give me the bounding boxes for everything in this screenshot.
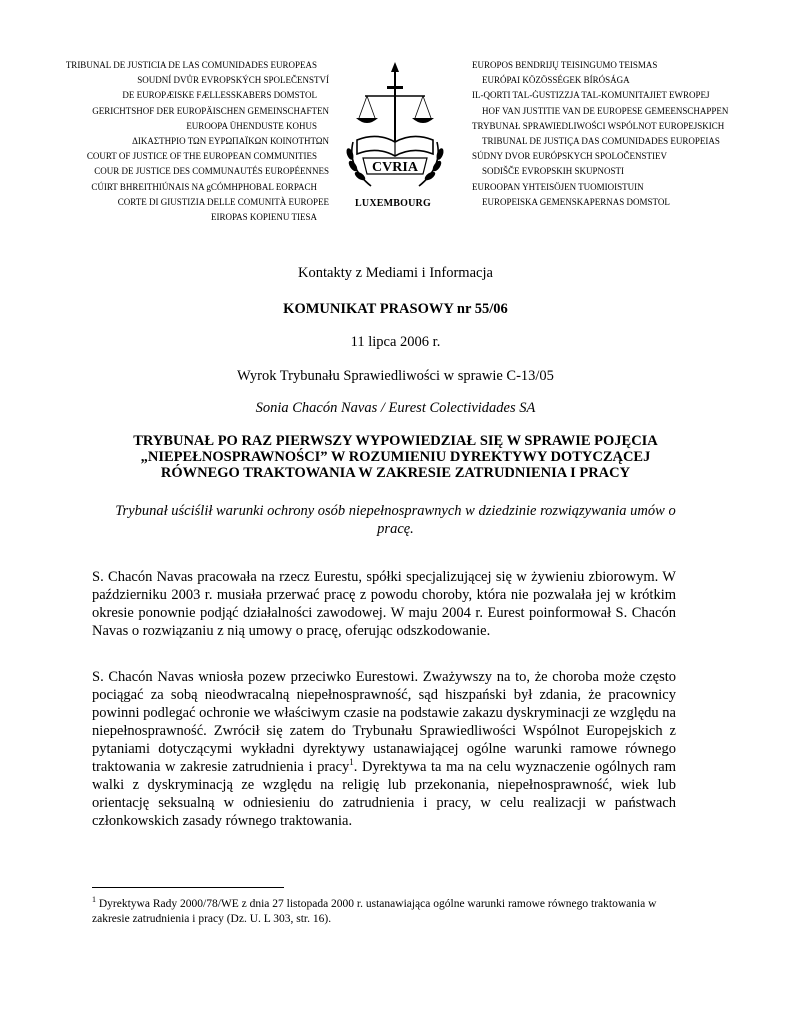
court-name: EIROPAS KOPIENU TIESA xyxy=(210,212,317,223)
judgment-line: Wyrok Trybunału Sprawiedliwości w sprawie C-13/05 xyxy=(237,368,554,384)
headline-line: RÓWNEGO TRAKTOWANIA W ZAKRESIE ZATRUDNIENIA I PRACY xyxy=(160,465,631,481)
case-parties: Sonia Chacón Navas / Eurest Colectividades SA xyxy=(255,400,536,416)
court-name: SÚDNY DVOR EURÓPSKYCH SPOLOČENSTIEV xyxy=(472,151,667,162)
paragraph-text: . Dyrektywa ta ma na celu wyznaczenie ogólnych ram walki z dyskryminacją ze względu na religię lub przekonania, niepełnosprawność, wiek lub orientację seksualną w odniesieniu do zatrudnienia i pracy, w celu realizacji w państwach członkowskich zasady równego traktowania. xyxy=(92,759,676,829)
court-name: SODIŠČE EVROPSKIH SKUPNOSTI xyxy=(482,166,625,177)
court-name: CÚIRT BHREITHIÚNAIS NA gCÓMHPHOBAL EORPACH xyxy=(91,181,317,192)
headline-line: TRYBUNAŁ PO RAZ PIERWSZY WYPOWIEDZIAŁ SIĘ W SPRAWIE POJĘCIA xyxy=(133,433,658,449)
subheadline: Trybunał uściślił warunki ochrony osób niepełnosprawnych w dziedzinie rozwiązywania umów o pracę. xyxy=(115,503,676,537)
court-name: SOUDNÍ DVŮR EVROPSKÝCH SPOLEČENSTVÍ xyxy=(137,75,329,86)
court-name: GERICHTSHOF DER EUROPÄISCHEN GEMEINSCHAFTEN xyxy=(92,105,329,116)
court-name: TRYBUNAŁ SPRAWIEDLIWOŚCI WSPÓLNOT EUROPEJSKICH xyxy=(472,120,725,131)
footnote xyxy=(92,897,682,927)
footnote-divider xyxy=(92,887,284,888)
court-names-left xyxy=(0,58,329,225)
court-name: EUROPOS BENDRIJŲ TEISINGUMO TEISMAS xyxy=(472,60,658,70)
cvria-emblem-icon xyxy=(335,62,455,202)
court-name: ΔΙΚΑΣΤΗΡΙΟ ΤΩΝ ΕΥΡΩΠΑΪΚΩΝ ΚΟΙΝΟΤΗΤΩΝ xyxy=(132,136,329,147)
court-name: EUROOPA ÜHENDUSTE KOHUS xyxy=(186,120,317,131)
court-name: HOF VAN JUSTITIE VAN DE EUROPESE GEMEENSCHAPPEN xyxy=(482,105,729,116)
emblem-label: CVRIA xyxy=(372,160,418,175)
paragraph-text: S. Chacón Navas wniosła pozew przeciwko Eurestowi. Zważywszy na to, że choroba może często pociągać za sobą nieodwracalną niepełnosprawność, sąd hiszpański był zdania, że pracownicy powinni podlegać ochronie we właściwym czasie na podstawie zakazu dyskryminacji ze względu na niepełnosprawność. Zwrócił się zatem do Trybunału Sprawiedliwości Wspólnot Europejskich z pytaniami dotyczącymi wykładni dyrektywy ustanawiającej ogólne warunki ramowe równego traktowania w zakresie zatrudnienia i pracy xyxy=(92,669,676,775)
headline xyxy=(80,433,711,481)
footnote-marker: 1 xyxy=(92,895,96,905)
body-paragraph-2 xyxy=(92,668,676,830)
court-name: TRIBUNAL DE JUSTIÇA DAS COMUNIDADES EUROPEIAS xyxy=(482,136,720,147)
footnote-reference[interactable]: 1 xyxy=(349,757,354,768)
city-label: LUXEMBOURG xyxy=(355,198,431,209)
court-name: CORTE DI GIUSTIZIA DELLE COMUNITÀ EUROPEE xyxy=(117,196,329,207)
department-label: Kontakty z Mediami i Informacja xyxy=(298,265,493,281)
court-name: COUR DE JUSTICE DES COMMUNAUTÉS EUROPÉENNES xyxy=(94,166,329,177)
footnote-text: Dyrektywa Rady 2000/78/WE z dnia 27 listopada 2000 r. ustanawiająca ogólne warunki ramowe równego traktowania w zakresie zatrudnienia i pracy (Dz. U. L 303, str. 16). xyxy=(92,898,657,925)
body-paragraph-1: S. Chacón Navas pracowała na rzecz Eurestu, spółki specjalizującej się w żywieniu zbiorowym. W październiku 2003 r. musiała przerwać pracę z powodu choroby, która nie pozwalała jej w krótkim okresie ponownie podjąć działalności zawodowej. W maju 2004 r. Eurest poinformował S. Chacón Navas o rozwiązaniu z nią umowy o pracę, oferując odszkodowanie. xyxy=(92,569,676,639)
letterhead xyxy=(0,0,791,240)
court-name: TRIBUNAL DE JUSTICIA DE LAS COMUNIDADES EUROPEAS xyxy=(65,60,317,70)
release-title: KOMUNIKAT PRASOWY nr 55/06 xyxy=(283,301,508,317)
court-name: EUROPEISKA GEMENSKAPERNAS DOMSTOL xyxy=(482,196,670,207)
court-name: IL-QORTI TAL-ĠUSTIZZJA TAL-KOMUNITAJIET EWROPEJ xyxy=(472,90,710,101)
release-date: 11 lipca 2006 r. xyxy=(350,334,441,350)
headline-line: „NIEPEŁNOSPRAWNOŚCI” W ROZUMIENIU DYREKTYWY DOTYCZĄCEJ xyxy=(140,449,651,465)
court-names-right xyxy=(472,58,772,210)
court-name: EURÓPAI KÖZÖSSÉGEK BÍRÓSÁGA xyxy=(482,75,630,86)
court-name: EUROOPAN YHTEISÖJEN TUOMIOISTUIN xyxy=(472,181,644,192)
court-name: DE EUROPÆISKE FÆLLESSKABERS DOMSTOL xyxy=(122,90,317,101)
court-name: COURT OF JUSTICE OF THE EUROPEAN COMMUNITIES xyxy=(86,151,317,162)
